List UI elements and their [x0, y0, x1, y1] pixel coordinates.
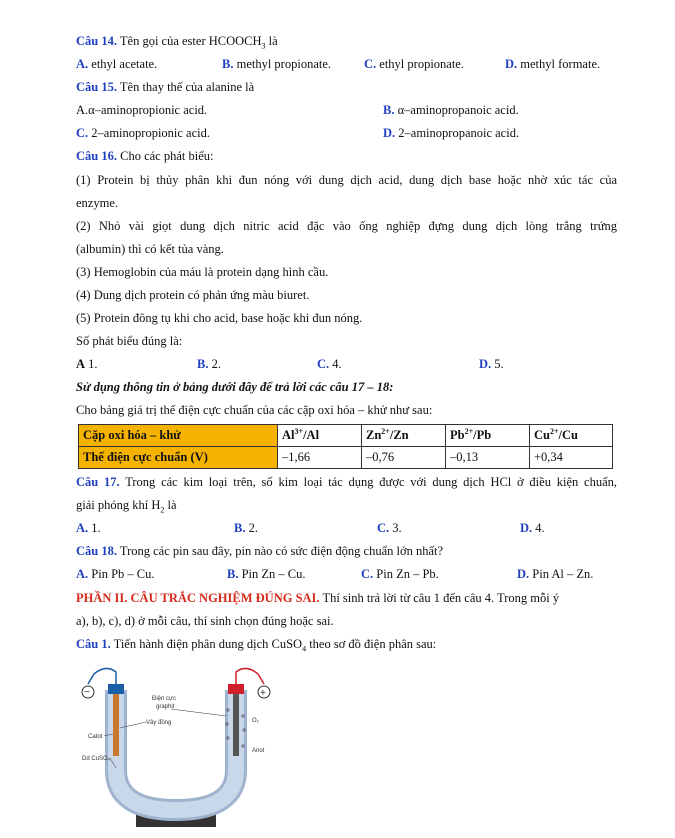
q17-text: Trong các kim loại trên, số kim loại tác dụng được với dung dịch HCl ở điều kiện chuẩn,	[119, 475, 617, 489]
table-cell: $Zn^{2+}/Zn$	[362, 425, 446, 447]
q17-option-b[interactable]	[234, 520, 258, 536]
table-row	[79, 425, 613, 447]
cathode-wire	[88, 668, 116, 684]
q18-option-d[interactable]	[517, 566, 593, 582]
q17-stem	[76, 474, 617, 490]
q17-option-d[interactable]	[520, 520, 545, 536]
option-text: Pin Zn – Pb.	[373, 567, 439, 581]
label-graphite: graphit	[156, 704, 175, 710]
q15-label: Câu 15.	[76, 80, 117, 94]
option-text: 3.	[389, 521, 402, 535]
anode-cap	[228, 684, 244, 694]
option-key: D.	[505, 57, 518, 71]
option-key: B.	[383, 103, 395, 117]
option-key: B.	[227, 567, 239, 581]
table-cell: –0,13	[446, 447, 530, 469]
u-tube	[116, 690, 236, 810]
label-catot: Catot	[88, 734, 103, 740]
q14-stem	[76, 33, 278, 55]
q15-option-a[interactable]	[76, 102, 207, 118]
q17-option-c[interactable]	[377, 520, 402, 536]
part2-heading	[76, 590, 559, 606]
info-heading: Sử dụng thông tin ở bảng dưới đây để trả lời các câu 17 – 18:	[76, 380, 394, 394]
p2q1-stem: Câu 1. Tiến hành điện phân dung dịch CuSO$_4$ theo sơ đồ điện phân sau:	[76, 637, 437, 654]
option-key: C.	[76, 126, 89, 140]
option-key: A.	[76, 103, 89, 117]
q16-option-a[interactable]	[76, 356, 98, 372]
option-key: B.	[234, 521, 246, 535]
option-key: C.	[377, 521, 390, 535]
table-header-potential: Thế điện cực chuẩn (V)	[79, 447, 278, 469]
q16-statement-1: (1) Protein bị thủy phân khi đun nóng với dung dịch acid, dung dịch base hoặc nhờ xúc tác của	[76, 173, 617, 187]
q15-option-b[interactable]	[383, 102, 519, 118]
q14-option-c[interactable]	[364, 56, 464, 72]
q16-stem	[76, 148, 213, 164]
q14-label: Câu 14.	[76, 34, 117, 48]
q16-statement-4: (4) Dung dịch protein có phản ứng màu biuret.	[76, 288, 310, 302]
part2-text-cont: a), b), c), d) ở mỗi câu, thí sinh chọn đúng hoặc sai.	[76, 614, 334, 628]
option-key: A.	[76, 57, 89, 71]
anode-wire	[236, 668, 264, 684]
q16-ask: Số phát biểu đúng là:	[76, 334, 183, 348]
q15-option-d[interactable]	[383, 125, 519, 141]
q18-text: Trong các pin sau đây, pin nào có sức điện động chuẩn lớn nhất?	[116, 544, 444, 558]
option-text: methyl propionate.	[233, 57, 332, 71]
q14-option-a[interactable]	[76, 56, 157, 72]
q16-statement-3: (3) Hemoglobin của máu là protein dạng hình cầu.	[76, 265, 329, 279]
table-cell: –1,66	[278, 447, 362, 469]
q14-sub: 3	[261, 41, 266, 51]
option-text: 1.	[88, 521, 101, 535]
option-text: α–aminopropionic acid.	[88, 103, 208, 117]
q17-option-a[interactable]	[76, 520, 101, 536]
table-row	[79, 447, 613, 469]
q18-option-b[interactable]	[227, 566, 306, 582]
minus-terminal-icon: −	[84, 687, 90, 698]
q16-option-b[interactable]	[197, 356, 221, 372]
cathode-cap	[108, 684, 124, 694]
option-key: C.	[361, 567, 374, 581]
part2-title: PHẦN II. CÂU TRẮC NGHIỆM ĐÚNG SAI.	[76, 591, 320, 605]
table-cell: $Al^{3+}/Al$	[278, 425, 362, 447]
option-text: 4.	[329, 357, 342, 371]
option-key: C.	[364, 57, 377, 71]
q15-option-c[interactable]	[76, 125, 210, 141]
p2q1-label: Câu 1.	[76, 637, 111, 651]
q17-label: Câu 17.	[76, 475, 120, 489]
option-text: ethyl propionate.	[376, 57, 464, 71]
electrolysis-diagram	[76, 660, 276, 834]
table-cell: –0,76	[362, 447, 446, 469]
table-cell: +0,34	[530, 447, 613, 469]
q14-option-d[interactable]	[505, 56, 600, 72]
option-text: Pin Al – Zn.	[529, 567, 594, 581]
cathode-electrode	[113, 694, 119, 756]
q16-text: Cho các phát biểu:	[116, 149, 214, 163]
q16-statement-2: (2) Nhỏ vài giọt dung dịch nitric acid đặc vào ống nghiệp đựng dung dịch lòng trắng trứng	[76, 219, 617, 233]
option-text: 1.	[85, 357, 98, 371]
part2-text: Thí sinh trả lời từ câu 1 đến câu 4. Trong mỗi ý	[319, 591, 560, 605]
option-key: A.	[76, 521, 89, 535]
option-text: 4.	[532, 521, 545, 535]
label-anot: Anot	[252, 748, 265, 754]
q16-label: Câu 16.	[76, 149, 117, 163]
q16-option-d[interactable]	[479, 356, 504, 372]
table-header-couple: Cặp oxi hóa – khử	[79, 425, 278, 447]
q18-label: Câu 18.	[76, 544, 117, 558]
label-o2: O₂	[252, 718, 259, 724]
option-key: D.	[479, 357, 492, 371]
option-text: 2.	[245, 521, 258, 535]
label-solution: Dd CuSO₄	[82, 756, 111, 762]
anode-electrode	[233, 694, 239, 756]
option-text: 5.	[491, 357, 504, 371]
option-key: D.	[520, 521, 533, 535]
option-text: ethyl acetate.	[88, 57, 158, 71]
option-key: D.	[383, 126, 396, 140]
q16-statement-2-cont: (albumin) thì có kết tủa vàng.	[76, 242, 224, 256]
q16-statement-5: (5) Protein đông tụ khi cho acid, base hoặc khi đun nóng.	[76, 311, 363, 325]
option-text: 2–aminopropionic acid.	[88, 126, 211, 140]
q14-option-b[interactable]	[222, 56, 331, 72]
q17-stem-cont: giải phóng khí $H_2$ là	[76, 498, 177, 515]
q15-stem	[76, 79, 254, 95]
option-text: 2.	[208, 357, 221, 371]
option-key: C.	[317, 357, 330, 371]
table-cell: $Pb^{2+}/Pb$	[446, 425, 530, 447]
option-key: A.	[76, 567, 89, 581]
option-key: D.	[517, 567, 530, 581]
q16-statement-1-cont: enzyme.	[76, 196, 118, 210]
option-key: B.	[197, 357, 209, 371]
option-text: α–aminopropanoic acid.	[394, 103, 519, 117]
p2q1-text: Tiến hành điện phân dung dịch CuSO	[110, 637, 303, 651]
q14-tail: là	[265, 34, 278, 48]
q18-stem	[76, 543, 443, 559]
option-text: Pin Zn – Cu.	[238, 567, 306, 581]
plus-terminal-icon: +	[260, 688, 266, 699]
table-cell: $Cu^{2+}/Cu$	[530, 425, 613, 447]
q18-option-c[interactable]	[361, 566, 439, 582]
option-key: A	[76, 357, 86, 371]
info-intro: Cho bảng giá trị thế điện cực chuẩn của các cặp oxi hóa – khử như sau:	[76, 403, 433, 417]
label-copper-wire: Vây đồng	[146, 720, 172, 726]
option-key: B.	[222, 57, 234, 71]
q14-text: Tên gọi của ester HCOOCH	[116, 34, 262, 48]
potential-table	[78, 424, 613, 469]
q15-text: Tên thay thế của alanine là	[116, 80, 255, 94]
label-electrode: Điện cực	[152, 696, 177, 702]
q18-option-a[interactable]	[76, 566, 155, 582]
option-text: Pin Pb – Cu.	[88, 567, 155, 581]
q16-option-c[interactable]	[317, 356, 342, 372]
option-text: 2–aminopropanoic acid.	[395, 126, 520, 140]
option-text: methyl formate.	[517, 57, 601, 71]
